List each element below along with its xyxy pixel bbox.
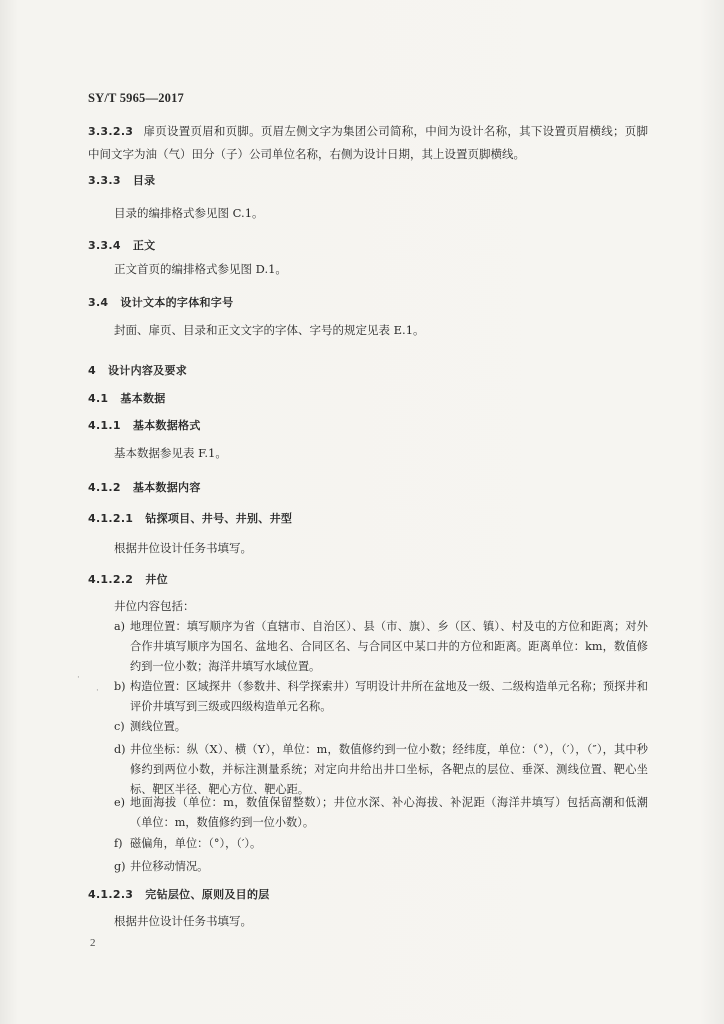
heading-number: 4.1.2.2 (88, 573, 134, 586)
heading-number: 3.4 (88, 296, 109, 309)
paragraph-4-1-2-1: 根据井位设计任务书填写。 (114, 541, 252, 555)
scan-mark: · (96, 686, 99, 696)
list-item-b (114, 677, 648, 717)
heading-title: 设计文本的字体和字号 (120, 296, 234, 309)
heading-number: 3.3.4 (88, 239, 121, 252)
heading-3-4 (88, 294, 648, 310)
item-text: 井位坐标：纵（X）、横（Y），单位：m，数值修约到一位小数；经纬度，单位：（°），（′），（″），其中秒修约到两位小数，并标注测量系统；对定向井给出井口坐标，各靶点的层位、垂深、测线位置、靶心坐标、靶区半径、靶心方位、靶心距。 (130, 743, 648, 796)
section-text: 扉页设置页眉和页脚。页眉左侧文字为集团公司简称，中间为设计名称，其下设置页眉横线；页脚中间文字为油（气）田分（子）公司单位名称，右侧为设计日期，其上设置页脚横线。 (88, 124, 648, 161)
heading-number: 4 (88, 364, 96, 377)
item-text: 地面海拔（单位：m，数值保留整数）；井位水深、补心海拔、补泥距（海洋井填写）包括高潮和低潮（单位：m，数值修约到一位小数）。 (130, 796, 648, 829)
item-text: 井位移动情况。 (130, 860, 209, 873)
paragraph-4-1-2-3: 根据井位设计任务书填写。 (114, 914, 252, 928)
heading-title: 目录 (132, 174, 156, 187)
paragraph-intro: 井位内容包括： (114, 599, 195, 613)
item-text: 地理位置：填写顺序为省（直辖市、自治区）、县（市、旗）、乡（区、镇）、村及屯的方位和距离；对外合作井填写顺序为国名、盆地名、合同区名、与合同区中某口井的方位和距离。距离单位：km，数值修约到一位小数；海洋井填写水域位置。 (130, 620, 648, 673)
heading-number: 4.1.2.1 (88, 512, 134, 525)
paragraph-3-4: 封面、扉页、目录和正文文字的字体、字号的规定见表 E.1。 (114, 323, 425, 337)
list-item-d (114, 740, 648, 800)
heading-number: 4.1.2 (88, 481, 121, 494)
heading-title: 基本数据格式 (132, 419, 201, 432)
section-number: 3.3.2.3 (88, 125, 134, 138)
heading-title: 基本数据 (120, 392, 166, 405)
list-item-e (114, 793, 648, 833)
list-item-a (114, 617, 648, 677)
item-label: a) (114, 620, 126, 633)
paragraph-3-3-4: 正文首页的编排格式参见图 D.1。 (114, 262, 287, 276)
heading-4-1-1 (88, 417, 648, 433)
item-label: c) (114, 720, 125, 733)
heading-number: 3.3.3 (88, 174, 121, 187)
item-text: 磁偏角，单位：（°），（′）。 (130, 837, 262, 850)
item-label: b) (114, 680, 126, 693)
list-item-f (114, 834, 648, 854)
heading-number: 4.1 (88, 392, 109, 405)
item-label: f) (114, 837, 123, 850)
heading-number: 4.1.2.3 (88, 888, 134, 901)
heading-4-1-2-1 (88, 510, 648, 526)
page-number: 2 (90, 937, 96, 949)
item-text: 构造位置：区域探井（参数井、科学探索井）写明设计井所在盆地及一级、二级构造单元名称；预探井和评价井填写到三级或四级构造单元名称。 (130, 680, 648, 713)
heading-3-3-4 (88, 237, 648, 253)
list-item-g (114, 857, 648, 877)
paragraph-3-3-3: 目录的编排格式参见图 C.1。 (114, 206, 264, 220)
heading-title: 设计内容及要求 (107, 364, 188, 377)
item-text: 测线位置。 (130, 720, 186, 733)
heading-3-3-3 (88, 172, 648, 188)
paragraph-4-1-1: 基本数据参见表 F.1。 (114, 446, 227, 460)
section-3-3-2-3 (88, 120, 648, 165)
heading-title: 钻探项目、井号、井别、井型 (145, 512, 293, 525)
heading-title: 井位 (145, 573, 168, 586)
heading-title: 完钻层位、原则及目的层 (145, 888, 270, 901)
standard-code-header: SY/T 5965—2017 (88, 91, 184, 105)
item-label: d) (114, 743, 126, 756)
heading-4-1-2-2 (88, 571, 648, 587)
heading-number: 4.1.1 (88, 419, 121, 432)
list-item-c (114, 717, 648, 737)
scan-mark: · (77, 673, 80, 683)
heading-4 (88, 362, 648, 378)
heading-title: 基本数据内容 (132, 481, 201, 494)
heading-4-1-2-3 (88, 886, 648, 902)
item-label: g) (114, 860, 126, 873)
heading-4-1-2 (88, 479, 648, 495)
heading-4-1 (88, 390, 648, 406)
item-label: e) (114, 796, 125, 809)
heading-title: 正文 (132, 239, 156, 252)
